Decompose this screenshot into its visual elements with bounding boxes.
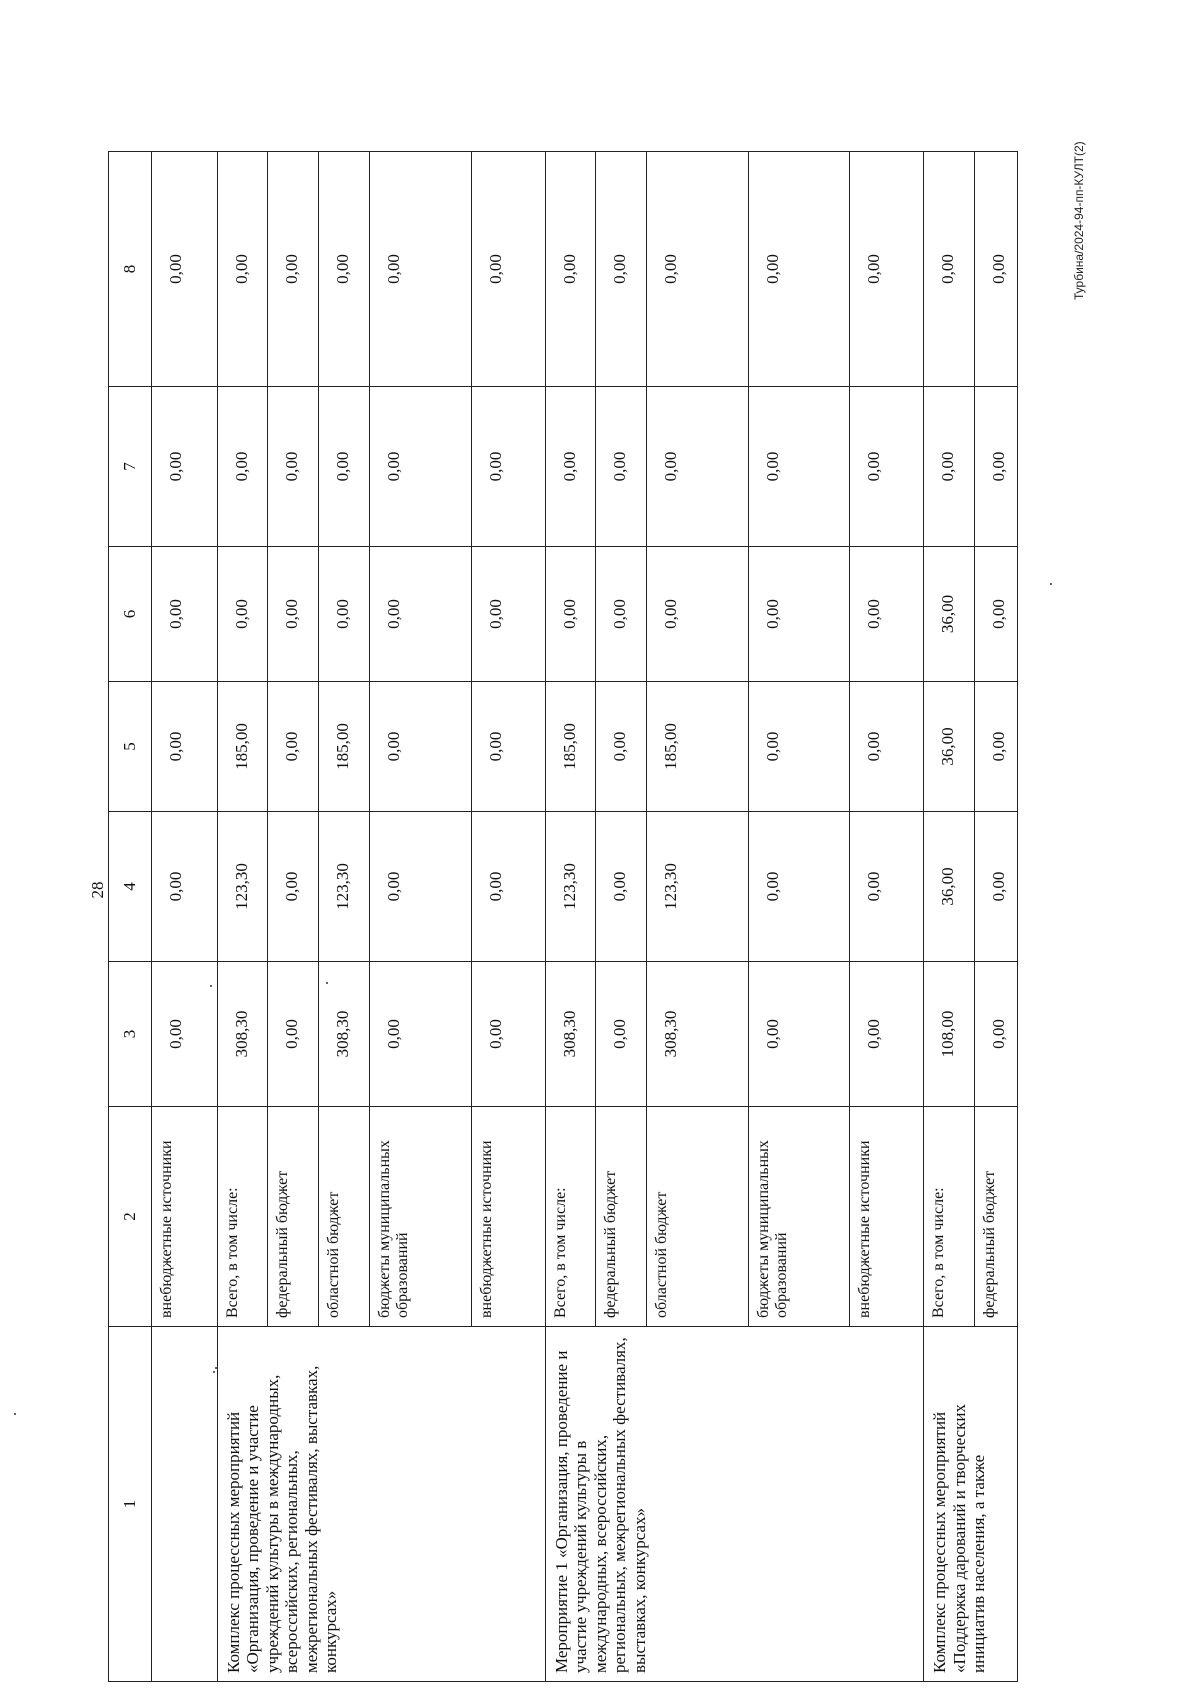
value-cell: 308,30 (319, 962, 370, 1107)
value-cell: 0,00 (850, 547, 924, 682)
value-cell: 36,00 (924, 682, 975, 812)
value-cell: 0,00 (545, 547, 596, 682)
value-cell: 0,00 (471, 812, 545, 962)
value-cell: 0,00 (268, 547, 319, 682)
value-cell: 108,00 (924, 962, 975, 1107)
value-cell: 0,00 (152, 547, 218, 682)
column-header: 6 (109, 547, 152, 682)
funding-table-rotated (108, 152, 1018, 1682)
value-cell: 0,00 (152, 812, 218, 962)
value-cell: 0,00 (647, 387, 749, 547)
funding-source-cell: Всего, в том числе: (545, 1107, 596, 1327)
value-cell: 0,00 (319, 152, 370, 387)
value-cell: 0,00 (748, 387, 850, 547)
table-header-row (109, 152, 152, 1682)
funding-table (108, 151, 1018, 1682)
funding-source-cell: областной бюджет (647, 1107, 749, 1327)
value-cell: 36,00 (924, 812, 975, 962)
value-cell: 0,00 (748, 547, 850, 682)
value-cell: 0,00 (975, 152, 1018, 387)
value-cell: 0,00 (369, 547, 471, 682)
value-cell: 0,00 (924, 387, 975, 547)
value-cell: 123,30 (545, 812, 596, 962)
funding-source-cell: областной бюджет (319, 1107, 370, 1327)
value-cell: 0,00 (596, 152, 647, 387)
column-header: 1 (109, 1327, 152, 1682)
table-row (217, 152, 268, 1682)
value-cell: 185,00 (545, 682, 596, 812)
activity-name-cell: Мероприятие 1 «Организация, проведение и участие учреждений культуры в международных, всероссийских, региональных, межрегиональных фестивалях, выставках, конкурсах» (545, 1327, 924, 1682)
value-cell: 0,00 (319, 387, 370, 547)
value-cell: 0,00 (152, 962, 218, 1107)
column-header: 8 (109, 152, 152, 387)
value-cell: 0,00 (471, 682, 545, 812)
value-cell: 0,00 (217, 152, 268, 387)
value-cell: 0,00 (748, 812, 850, 962)
value-cell: 185,00 (647, 682, 749, 812)
column-header: 4 (109, 812, 152, 962)
table-row (924, 152, 975, 1682)
value-cell: 0,00 (924, 152, 975, 387)
value-cell: 0,00 (471, 547, 545, 682)
value-cell: 185,00 (319, 682, 370, 812)
value-cell: 0,00 (647, 152, 749, 387)
value-cell: 0,00 (850, 682, 924, 812)
page-number: 28 (88, 881, 107, 899)
value-cell: 308,30 (647, 962, 749, 1107)
value-cell: 0,00 (850, 152, 924, 387)
value-cell: 308,30 (545, 962, 596, 1107)
value-cell: 36,00 (924, 547, 975, 682)
value-cell: 185,00 (217, 682, 268, 812)
value-cell: 0,00 (152, 152, 218, 387)
value-cell: 0,00 (596, 962, 647, 1107)
value-cell: 308,30 (217, 962, 268, 1107)
value-cell: 0,00 (369, 962, 471, 1107)
value-cell: 0,00 (596, 682, 647, 812)
value-cell: 0,00 (268, 682, 319, 812)
value-cell: 0,00 (152, 387, 218, 547)
value-cell: 0,00 (975, 547, 1018, 682)
value-cell: 0,00 (369, 682, 471, 812)
value-cell: 0,00 (369, 812, 471, 962)
column-header: 5 (109, 682, 152, 812)
funding-source-cell: федеральный бюджет (975, 1107, 1018, 1327)
column-header: 3 (109, 962, 152, 1107)
value-cell: 0,00 (748, 682, 850, 812)
value-cell: 0,00 (369, 152, 471, 387)
value-cell: 0,00 (545, 152, 596, 387)
funding-source-cell: бюджеты муниципальных образований (748, 1107, 850, 1327)
value-cell: 0,00 (596, 387, 647, 547)
value-cell: 0,00 (850, 387, 924, 547)
value-cell: 0,00 (217, 547, 268, 682)
activity-name-cell (152, 1327, 218, 1682)
value-cell: 0,00 (748, 152, 850, 387)
value-cell: 123,30 (319, 812, 370, 962)
column-header: 7 (109, 387, 152, 547)
value-cell: 0,00 (975, 812, 1018, 962)
value-cell: 0,00 (975, 387, 1018, 547)
value-cell: 0,00 (647, 547, 749, 682)
value-cell: 0,00 (471, 962, 545, 1107)
value-cell: 0,00 (596, 812, 647, 962)
value-cell: 0,00 (471, 152, 545, 387)
value-cell: 0,00 (850, 812, 924, 962)
value-cell: 0,00 (545, 387, 596, 547)
value-cell: 0,00 (268, 962, 319, 1107)
value-cell: 0,00 (217, 387, 268, 547)
value-cell: 0,00 (369, 387, 471, 547)
scan-artifact (14, 1413, 16, 1415)
value-cell: 123,30 (647, 812, 749, 962)
value-cell: 0,00 (975, 682, 1018, 812)
funding-source-cell: внебюджетные источники (850, 1107, 924, 1327)
funding-source-cell: внебюджетные источники (152, 1107, 218, 1327)
activity-name-cell: Комплекс процессных мероприятий «Организация, проведение и участие учреждений культуры в международных, всероссийских, региональных, межрегиональных фестивалях, выставках, конкурсах» (217, 1327, 545, 1682)
scan-artifact (1050, 583, 1052, 585)
value-cell: 0,00 (268, 152, 319, 387)
funding-source-cell: Всего, в том числе: (217, 1107, 268, 1327)
funding-source-cell: федеральный бюджет (268, 1107, 319, 1327)
value-cell: 0,00 (319, 547, 370, 682)
value-cell: 0,00 (152, 682, 218, 812)
value-cell: 0,00 (471, 387, 545, 547)
value-cell: 123,30 (217, 812, 268, 962)
table-row (152, 152, 218, 1682)
funding-source-cell: внебюджетные источники (471, 1107, 545, 1327)
table-row (545, 152, 596, 1682)
funding-source-cell: федеральный бюджет (596, 1107, 647, 1327)
document-code: Турбина/2024-94-пп-КУЛТ(2) (1072, 141, 1086, 300)
activity-name-cell: Комплекс процессных мероприятий «Поддержка дарований и творческих инициатив населения, а также (924, 1327, 1018, 1682)
value-cell: 0,00 (850, 962, 924, 1107)
value-cell: 0,00 (596, 547, 647, 682)
value-cell: 0,00 (748, 962, 850, 1107)
value-cell: 0,00 (268, 812, 319, 962)
column-header: 2 (109, 1107, 152, 1327)
funding-source-cell: бюджеты муниципальных образований (369, 1107, 471, 1327)
funding-source-cell: Всего, в том числе: (924, 1107, 975, 1327)
value-cell: 0,00 (268, 387, 319, 547)
value-cell: 0,00 (975, 962, 1018, 1107)
